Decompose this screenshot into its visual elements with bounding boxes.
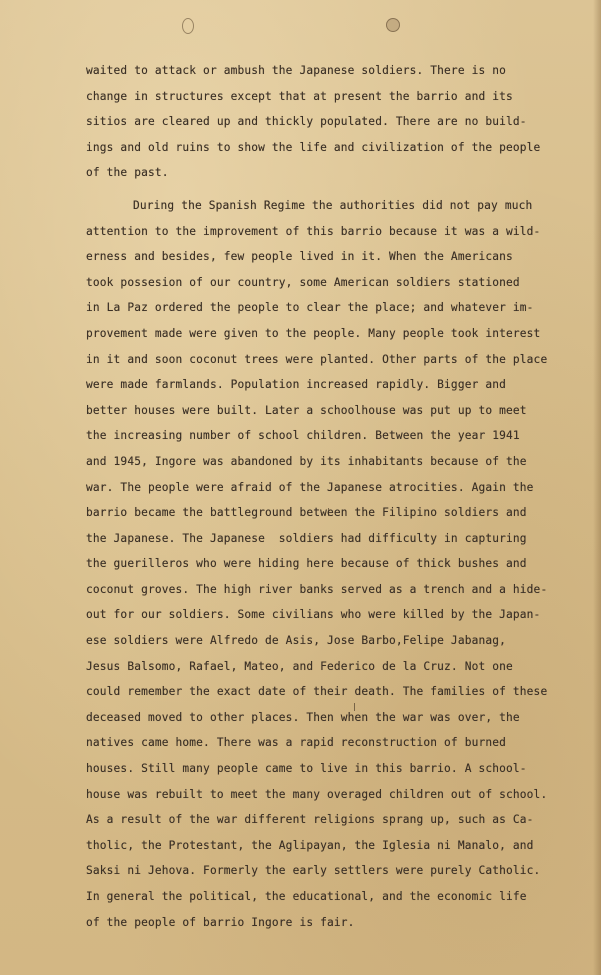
text-line: erness and besides, few people lived in it. When the Americans	[86, 250, 513, 264]
text-line: Saksi ni Jehova. Formerly the early settlers were purely Catholic.	[86, 864, 541, 878]
text-line: change in structures except that at present the barrio and its	[86, 89, 513, 103]
text-line: tholic, the Protestant, the Aglipayan, the Iglesia ni Manalo, and	[86, 838, 534, 852]
text-line: were made farmlands. Population increased rapidly. Bigger and	[86, 378, 507, 392]
text-line: house was rebuilt to meet the many overaged children out of school.	[86, 787, 548, 801]
text-line: coconut groves. The high river banks served as a trench and a hide-	[86, 582, 548, 596]
text-line: out for our soldiers. Some civilians who were killed by the Japan-	[86, 608, 541, 622]
text-line: and 1945, Ingore was abandoned by its inhabitants because of the	[86, 454, 527, 468]
text-line: natives came home. There was a rapid reconstruction of burned	[86, 736, 507, 750]
text-line: ings and old ruins to show the life and civilization of the people	[86, 140, 541, 154]
paper-edge-shadow	[593, 0, 601, 975]
text-line: of the past.	[86, 166, 169, 180]
text-line: provement made were given to the people. Many people took interest	[86, 326, 541, 340]
text-line: war. The people were afraid of the Japanese atrocities. Again the	[86, 480, 534, 494]
text-line: the Japanese. The Japanese soldiers had difficulty in capturing	[86, 531, 527, 545]
paragraph-2	[86, 193, 586, 935]
text-line: better houses were built. Later a schoolhouse was put up to meet	[86, 403, 527, 417]
text-line: the increasing number of school children. Between the year 1941	[86, 429, 520, 443]
text-line: As a result of the war different religions sprang up, such as Ca-	[86, 813, 534, 827]
binder-hole-right	[386, 18, 400, 32]
document-body	[86, 58, 586, 935]
text-line: Jesus Balsomo, Rafael, Mateo, and Federico de la Cruz. Not one	[86, 659, 513, 673]
text-line: In general the political, the educational, and the economic life	[86, 890, 527, 903]
text-line: took possesion of our country, some American soldiers stationed	[86, 275, 520, 289]
text-line: in La Paz ordered the people to clear the place; and whatever im-	[86, 301, 534, 315]
binder-hole-left	[182, 18, 194, 34]
paragraph-gap	[86, 186, 586, 193]
text-line: ese soldiers were Alfredo de Asis, Jose Barbo,Felipe Jabanag,	[86, 634, 507, 648]
text-line: barrio became the battleground between the Filipino soldiers and	[86, 506, 527, 520]
text-line: in it and soon coconut trees were planted. Other parts of the place	[86, 352, 548, 366]
text-line: attention to the improvement of this barrio because it was a wild-	[86, 224, 541, 238]
text-line: of the people of barrio Ingore is fair.	[86, 915, 355, 929]
text-line: sitios are cleared up and thickly populated. There are no build-	[86, 115, 527, 129]
text-line: houses. Still many people came to live in this barrio. A school-	[86, 762, 527, 776]
text-line: waited to attack or ambush the Japanese soldiers. There is no	[86, 64, 507, 77]
text-line: the guerilleros who were hiding here because of thick bushes and	[86, 557, 527, 571]
text-line: During the Spanish Regime the authorities did not pay much	[133, 198, 533, 212]
paragraph-1	[86, 58, 586, 186]
text-line: could remember the exact date of their death. The families of these	[86, 685, 548, 699]
text-line: deceased moved to other places. Then when the war was over, the	[86, 710, 520, 724]
